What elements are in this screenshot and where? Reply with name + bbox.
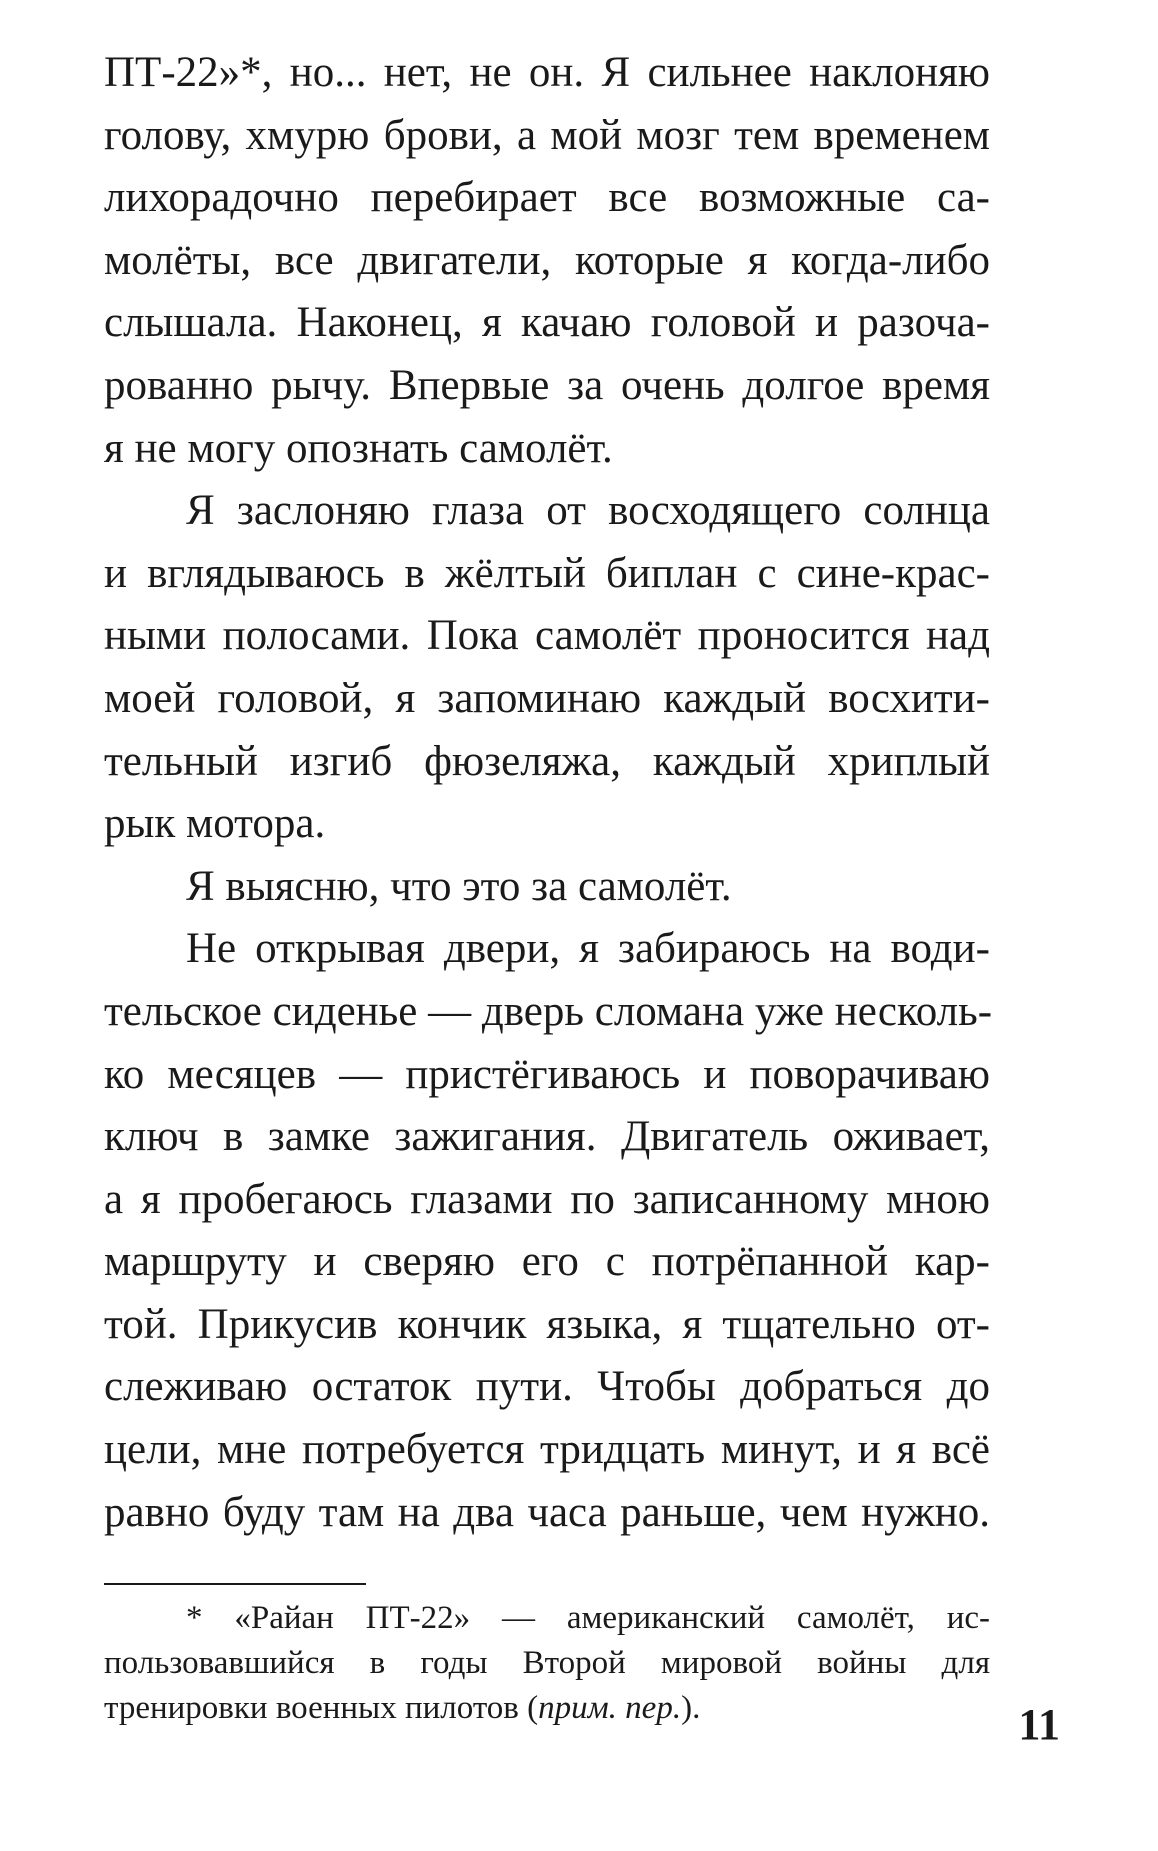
footnote-line: * «Райан ПТ-22» — американский самолёт, ис- xyxy=(186,1600,990,1636)
text-line: цели, мне потребуется тридцать минут, и я всё xyxy=(104,1426,990,1474)
footnote-line: пользовавшийся в годы Второй мировой войны для xyxy=(104,1645,990,1681)
text-line: ными полосами. Пока самолёт проносится над xyxy=(104,612,990,660)
text-line: Не открывая двери, я забираюсь на води- xyxy=(186,925,990,973)
text-line: голову, хмурю брови, а мой мозг тем временем xyxy=(104,111,990,159)
footnote xyxy=(104,1596,990,1731)
text-line: тельный изгиб фюзеляжа, каждый хриплый xyxy=(104,737,990,785)
text-line: тельское сиденье — дверь сломана уже несколь- xyxy=(104,987,993,1035)
text-line: лихорадочно перебирает все возможные са- xyxy=(104,174,990,222)
main-text xyxy=(104,42,993,1544)
text-line: моей головой, я запоминаю каждый восхити- xyxy=(104,674,990,722)
text-line: той. Прикусив кончик языка, я тщательно от- xyxy=(104,1300,990,1348)
text-line: слеживаю остаток пути. Чтобы добраться до xyxy=(104,1363,990,1411)
text-line: маршруту и сверяю его с потрёпанной кар- xyxy=(104,1238,990,1286)
footnote-text: тренировки военных пилотов ( xyxy=(104,1690,539,1726)
text-line: слышала. Наконец, я качаю головой и разоча- xyxy=(104,299,990,347)
text-line: я не могу опознать самолёт. xyxy=(104,424,613,472)
text-line: рык мотора. xyxy=(104,800,326,848)
page-number: 11 xyxy=(1018,1700,1060,1749)
text-line: и вглядываюсь в жёлтый биплан с сине-крас- xyxy=(104,549,990,597)
text-line: рованно рычу. Впервые за очень долгое время xyxy=(104,361,990,409)
text-line: Я заслоняю глаза от восходящего солнца xyxy=(186,487,990,535)
footnote-text-end: ). xyxy=(681,1690,701,1726)
text-line: а я пробегаюсь глазами по записанному мною xyxy=(104,1175,990,1223)
footnote-line xyxy=(104,1686,990,1731)
text-line: Я выясню, что это за самолёт. xyxy=(186,862,732,910)
footnote-divider xyxy=(104,1583,366,1585)
text-line: молёты, все двигатели, которые я когда-либо xyxy=(104,236,990,284)
text-line: ключ в замке зажигания. Двигатель оживает, xyxy=(104,1113,990,1161)
translator-note: прим. пер. xyxy=(538,1690,682,1726)
text-line: равно буду там на два часа раньше, чем нужно. xyxy=(104,1488,990,1536)
text-line: ко месяцев — пристёгиваюсь и поворачиваю xyxy=(104,1050,990,1098)
text-line: ПТ-22»*, но... нет, не он. Я сильнее наклоняю xyxy=(104,49,990,96)
